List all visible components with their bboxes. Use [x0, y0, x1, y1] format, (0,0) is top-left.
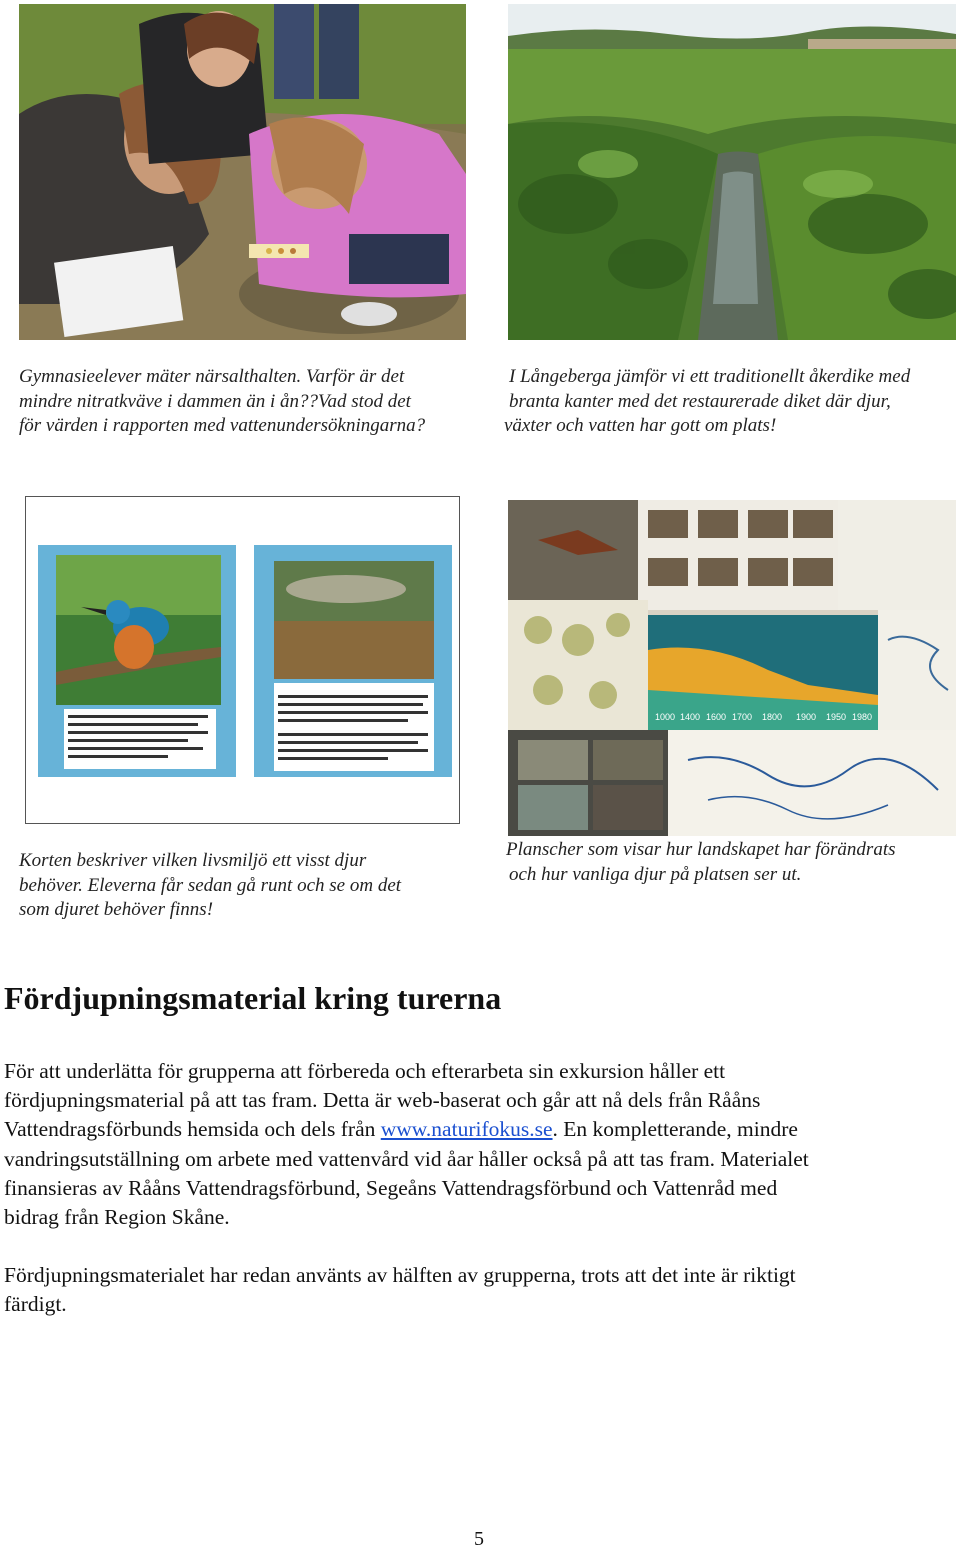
paragraph-text: . En kompletterande, mindre [552, 1117, 798, 1142]
posters-photo [508, 500, 956, 836]
caption-line: behöver. Eleverna får sedan gå runt och se om det [19, 874, 402, 896]
paragraph-line: För att underlätta för grupperna att förbereda och efterarbeta sin exkursion håller ett [4, 1059, 726, 1083]
caption-line: och hur vanliga djur på platsen ser ut. [509, 863, 802, 885]
caption-line: branta kanter med det restaurerade diket där djur, [509, 390, 891, 412]
paragraph-line: finansieras av Rååns Vattendragsförbund, Segeåns Vattendragsförbund och Vattenråd med [4, 1175, 778, 1200]
students-caption [19, 365, 425, 439]
poster-year-label: 1700 [732, 712, 753, 722]
caption-line: Gymnasieelever mäter närsalthalten. Varför är det [19, 366, 405, 387]
cards-photo [25, 496, 460, 824]
caption-line: I Långeberga jämför vi ett traditionellt åkerdike med [509, 366, 911, 387]
ditch-photo-illustration [508, 4, 956, 340]
paragraph-1 [4, 1057, 956, 1232]
poster-year-label: 1950 [826, 712, 847, 722]
paragraph-2 [4, 1261, 956, 1319]
paragraph-line: vandringsutställning om arbete med vattenvård vid åar håller också på att tas fram. Materialet [4, 1146, 809, 1171]
posters-caption [506, 838, 896, 887]
naturifokus-link[interactable]: www.naturifokus.se [380, 1117, 553, 1142]
caption-line: Korten beskriver vilken livsmiljö ett visst djur [19, 850, 367, 871]
caption-line: som djuret behöver finns! [19, 899, 214, 920]
poster-year-label: 1000 [655, 712, 676, 722]
paragraph-line: färdigt. [4, 1292, 67, 1317]
paragraph-text: Vattendragsförbunds hemsida och dels från [4, 1117, 381, 1142]
paragraph-line: fördjupningsmaterial på att tas fram. Detta är web-baserat och går att nå dels från Rååns [4, 1088, 761, 1113]
posters-photo-illustration [508, 500, 956, 836]
poster-year-label: 1900 [796, 712, 817, 722]
paragraph-line: Fördjupningsmaterialet har redan använts av hälften av grupperna, trots att det inte är riktigt [4, 1263, 796, 1287]
poster-year-label: 1600 [706, 712, 727, 722]
poster-year-label: 1800 [762, 712, 783, 722]
cards-photo-illustration [26, 497, 459, 823]
poster-year-label: 1400 [680, 712, 701, 722]
students-photo [19, 4, 466, 340]
caption-line: för värden i rapporten med vattenundersökningarna? [19, 415, 426, 436]
caption-line: växter och vatten har gott om plats! [504, 415, 777, 436]
students-photo-illustration [19, 4, 466, 340]
section-heading: Fördjupningsmaterial kring turerna [4, 980, 502, 1016]
cards-caption [19, 849, 401, 923]
poster-year-label: 1980 [852, 712, 873, 722]
paragraph-line [4, 1115, 956, 1144]
caption-line: Planscher som visar hur landskapet har förändrats [506, 839, 896, 860]
ditch-photo [508, 4, 956, 340]
caption-line: mindre nitratkväve i dammen än i ån??Vad stod det [19, 390, 411, 412]
paragraph-line: bidrag från Region Skåne. [4, 1205, 230, 1230]
page-number: 5 [474, 1528, 484, 1550]
ditch-caption [504, 365, 910, 439]
